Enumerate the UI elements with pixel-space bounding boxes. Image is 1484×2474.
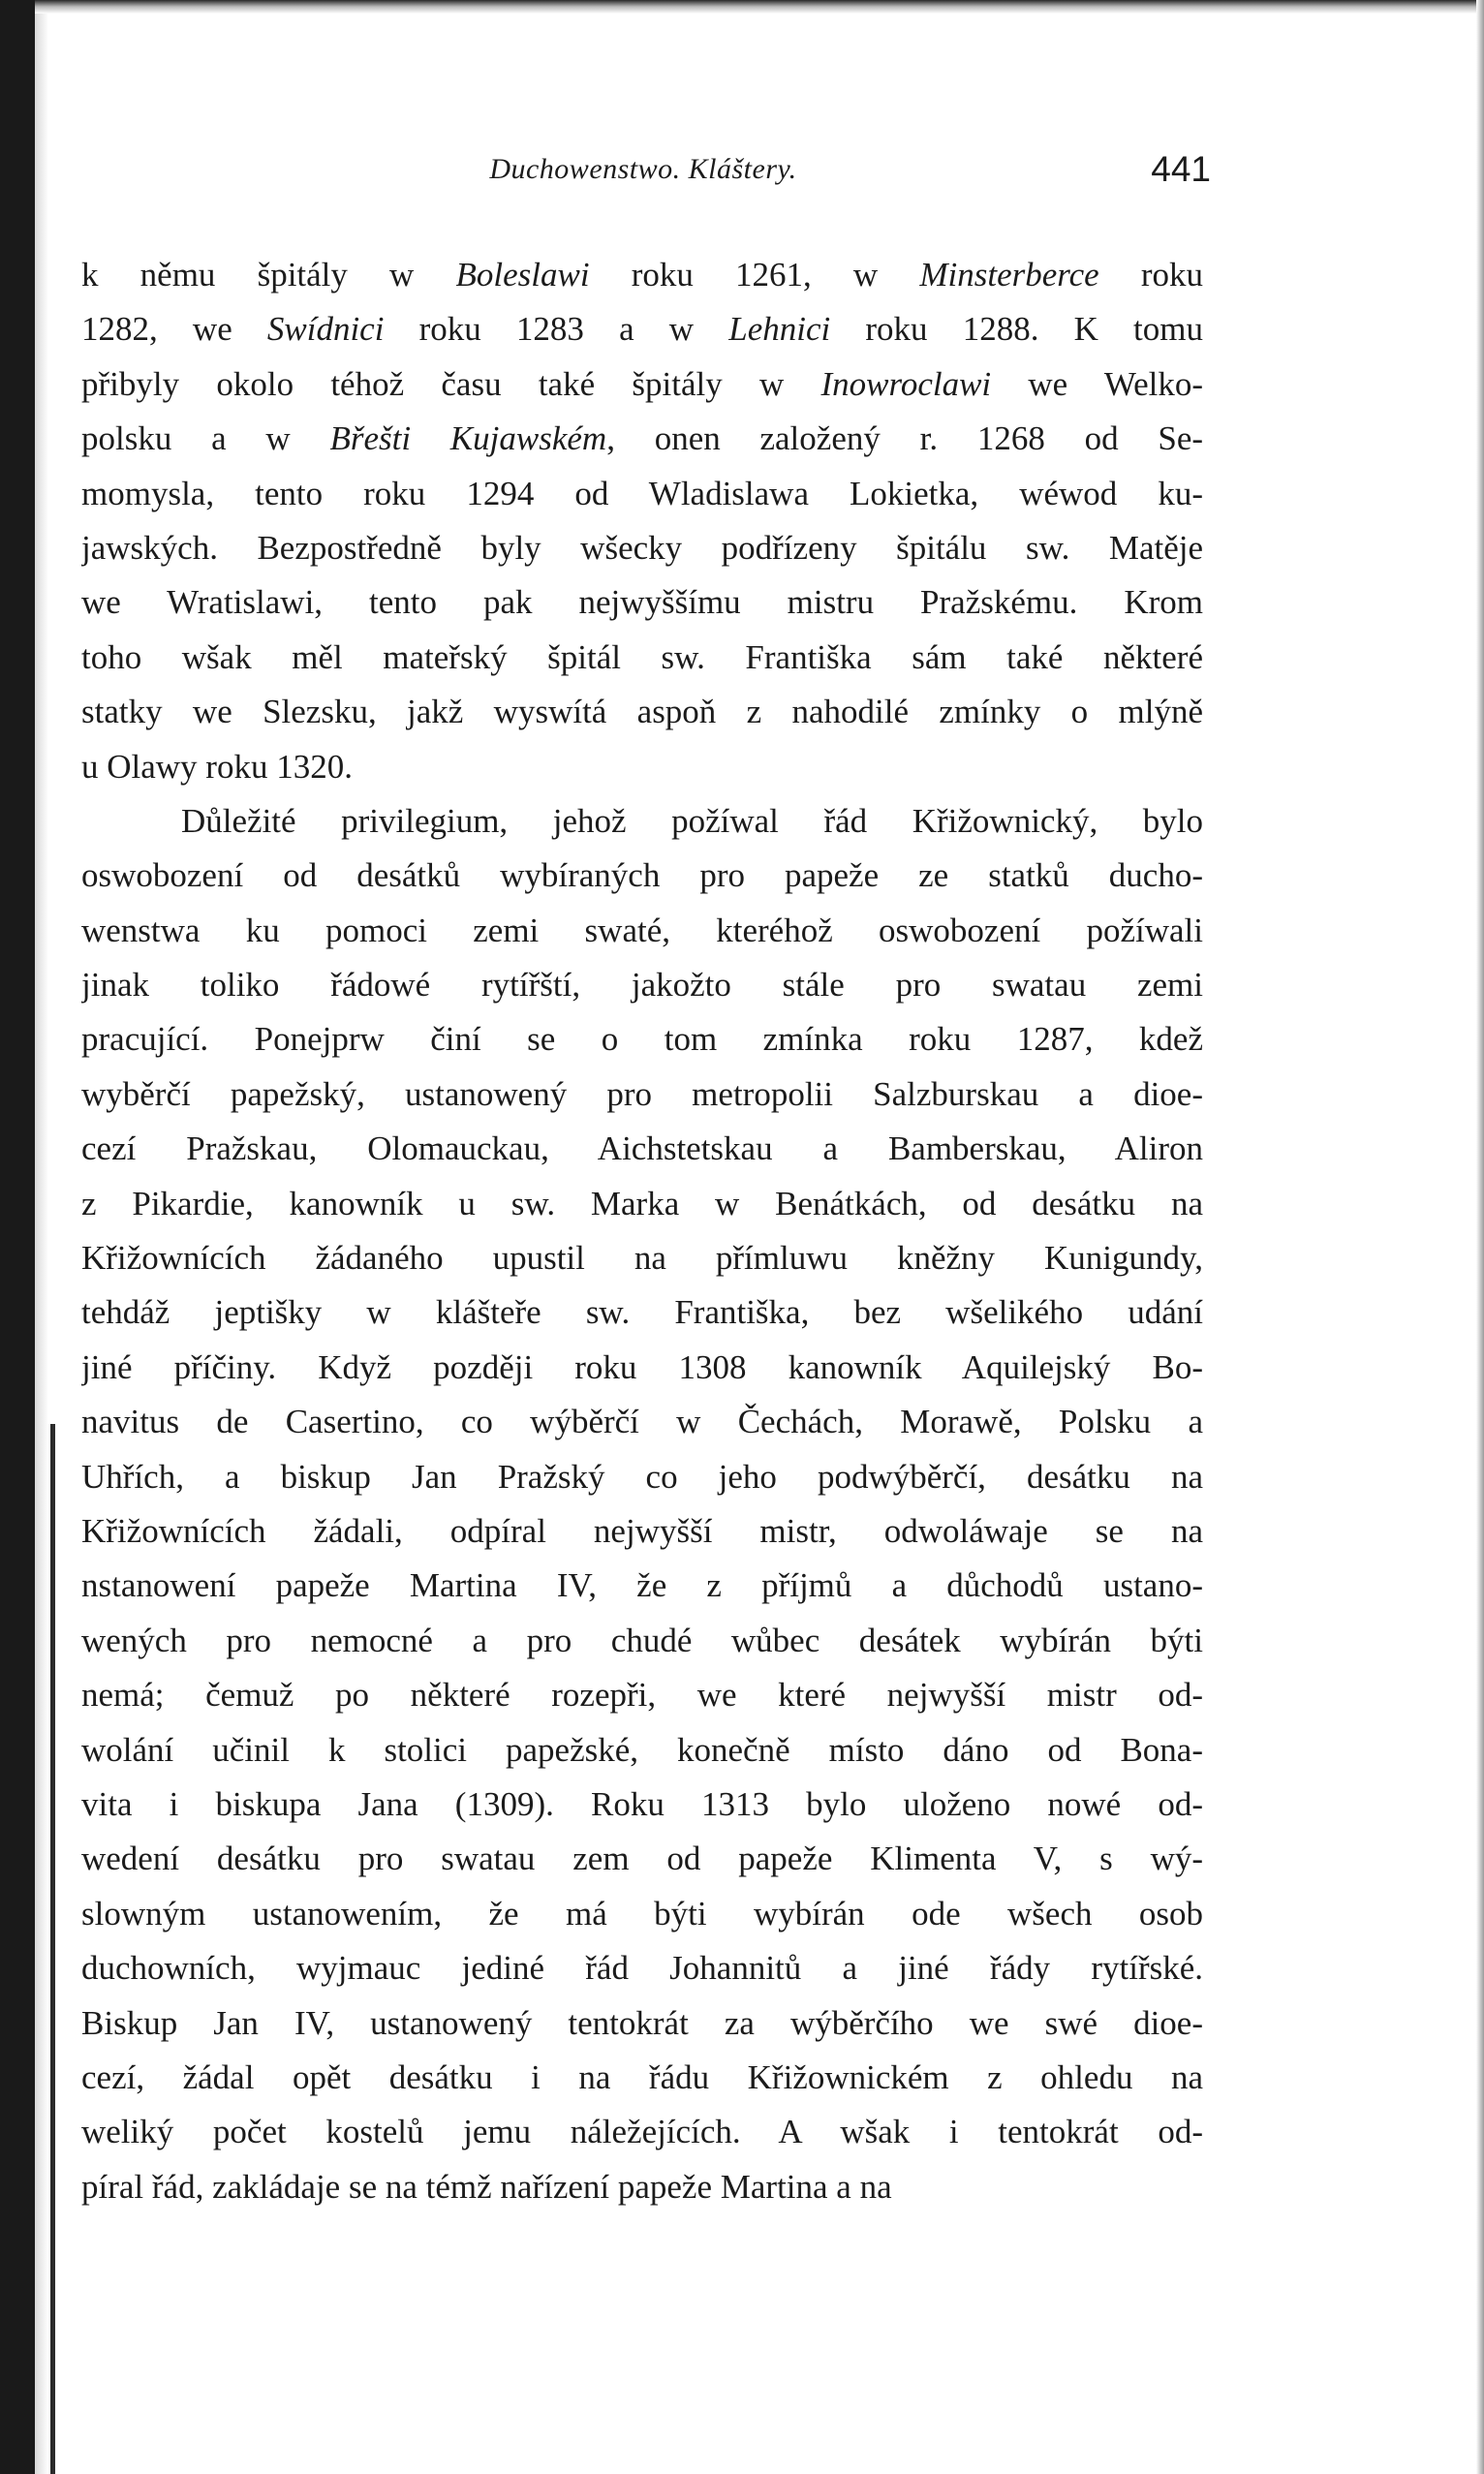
text-line [81,248,1203,302]
text-run: cezí Pražskau, Olomauckau, Aichstetskau a Bamberskau, Aliron [81,1129,1203,1168]
text-line [81,958,1203,1012]
text-line [81,1778,1203,1832]
text-line [81,794,1203,849]
text-run: polsku a w [81,419,330,458]
italic-place-name: Inowroclawi [820,364,992,403]
text-run: Biskup Jan IV, ustanowený tentokrát za wýběrčího we swé dioe- [81,2003,1203,2042]
text-run: cezí, žádal opět desátku i na řádu Křižownickém z ohledu na [81,2057,1203,2096]
text-line [81,1012,1203,1067]
text-run: nstanowení papeže Martina IV, že z příjmů a důchodů ustano- [81,1566,1203,1605]
text-run: roku 1283 a w [384,310,729,349]
text-run: wedení desátku pro swatau zem od papeže Klimenta V, s wý- [81,1840,1203,1878]
text-line [81,1832,1203,1886]
text-run: pracující. Ponejprw činí se o tom zmínka roku 1287, kdež [81,1020,1203,1059]
text-line [81,575,1203,630]
text-line [81,1614,1203,1668]
text-run: momysla, tento roku 1294 od Wladislawa Lokietka, wéwod ku- [81,474,1203,512]
text-run: u Olawy roku 1320. [81,747,353,786]
text-line [81,1996,1203,2051]
text-run: jiné příčiny. Když později roku 1308 kanowník Aquilejský Bo- [81,1347,1203,1386]
text-run: Křižownících žádali, odpíral nejwyšší mistr, odwoláwaje se na [81,1511,1203,1550]
text-run: tehdáž jeptišky w klášteře sw. Františka, bez wšelikého udání [81,1293,1203,1332]
text-line [81,302,1203,356]
running-title: Duchowenstwo. Kláštery. [489,153,797,185]
text-line [81,685,1203,739]
text-line [81,1450,1203,1504]
scan-top-edge [35,0,1484,14]
text-run: toho wšak měl mateřský špitál sw. Františka sám také některé [81,637,1203,676]
text-line [81,1941,1203,1995]
text-line [81,412,1203,466]
body-text [81,248,1203,2214]
text-line [81,1559,1203,1613]
text-run: z Pikardie, kanowník u sw. Marka w Benátkách, od desátku na [81,1184,1203,1222]
text-run: navitus de Casertino, co wýběrčí w Čechách, Morawě, Polsku a [81,1403,1203,1441]
text-run: weliký počet kostelů jemu náležejících. A wšak i tentokrát od- [81,2113,1203,2151]
paragraph [81,794,1203,2214]
italic-place-name: Minsterberce [919,256,1099,294]
italic-place-name: Lehnici [728,310,831,349]
text-run: přibyly okolo téhož času také špitály w [81,364,821,403]
text-line [81,357,1203,412]
text-run: píral řád, zakládaje se na témž nařízení papeže Martina a na [81,2167,892,2206]
scan-margin-rule [50,1424,55,2474]
text-run: vita i biskupa Jana (1309). Roku 1313 bylo uloženo nowé od- [81,1784,1203,1823]
text-run: roku 1261, w [589,256,920,294]
text-line [81,631,1203,685]
text-run: we Welko- [991,364,1203,403]
text-run: Uhřích, a biskup Jan Pražský co jeho podwýběrčí, desátku na [81,1457,1203,1496]
text-run: duchowních, wyjmauc jediné řád Johannitů a jiné řády rytířské. [81,1949,1203,1988]
text-run: oswobození od desátků wybíraných pro papeže ze statků ducho- [81,856,1203,895]
text-line [81,1177,1203,1231]
text-run: we Wratislawi, tento pak nejwyššímu mistru Pražskému. Krom [81,583,1203,622]
text-run: , onen založený r. 1268 od Se- [606,419,1203,458]
text-line [81,849,1203,903]
text-line [81,521,1203,575]
text-run: 1282, we [81,310,267,349]
text-run: statky we Slezsku, jakž wyswítá aspoň z nahodilé zmínky o mlýně [81,693,1203,731]
text-line [81,1504,1203,1559]
text-line [81,2160,1203,2214]
italic-place-name: Swídnici [266,310,385,349]
text-run: Křižownících žádaného upustil na přímluwu kněžny Kunigundy, [81,1239,1203,1278]
text-line [81,904,1203,958]
scan-page-gutter [35,0,48,2474]
text-line [81,1122,1203,1176]
text-line [81,1285,1203,1340]
text-run: slowným ustanowením, že má býti wybírán ode wšech osob [81,1894,1203,1933]
scan-right-edge [1476,0,1484,2474]
text-run: wyběrčí papežský, ustanowený pro metropolii Salzburskau a dioe- [81,1074,1203,1113]
text-line [81,1668,1203,1722]
text-run: nemá; čemuž po některé rozepři, we které nejwyšší mistr od- [81,1676,1203,1715]
text-line [81,1723,1203,1778]
text-run: wolání učinil k stolici papežské, konečně místo dáno od Bona- [81,1730,1203,1769]
text-line [81,1341,1203,1395]
text-run: jawských. Bezpostředně byly wšecky podřízeny špitálu sw. Matěje [81,528,1203,567]
text-run: jinak toliko řádowé rytířští, jakožto stále pro swatau zemi [81,966,1203,1005]
text-run: roku [1098,256,1203,294]
text-line [81,467,1203,521]
text-run: wenstwa ku pomoci zemi swaté, kteréhož oswobození požíwali [81,911,1203,949]
paragraph [81,248,1203,794]
text-line [81,2051,1203,2105]
text-run: roku 1288. K tomu [830,310,1203,349]
italic-place-name: Břešti Kujawském [329,419,607,458]
text-line [81,1067,1203,1122]
text-line [81,2105,1203,2159]
scan-binding-shadow [0,0,35,2474]
italic-place-name: Boleslawi [455,256,590,294]
text-run: wených pro nemocné a pro chudé wůbec desátek wybírán býti [81,1621,1203,1659]
page-number: 441 [1151,149,1211,189]
page-header [76,149,1211,201]
text-run: k němu špitály w [81,256,456,294]
text-run: Důležité privilegium, jehož požíwal řád Křižownický, bylo [181,801,1203,840]
text-line [81,1887,1203,1941]
text-line [81,740,1203,794]
text-line [81,1231,1203,1285]
text-line [81,1395,1203,1449]
